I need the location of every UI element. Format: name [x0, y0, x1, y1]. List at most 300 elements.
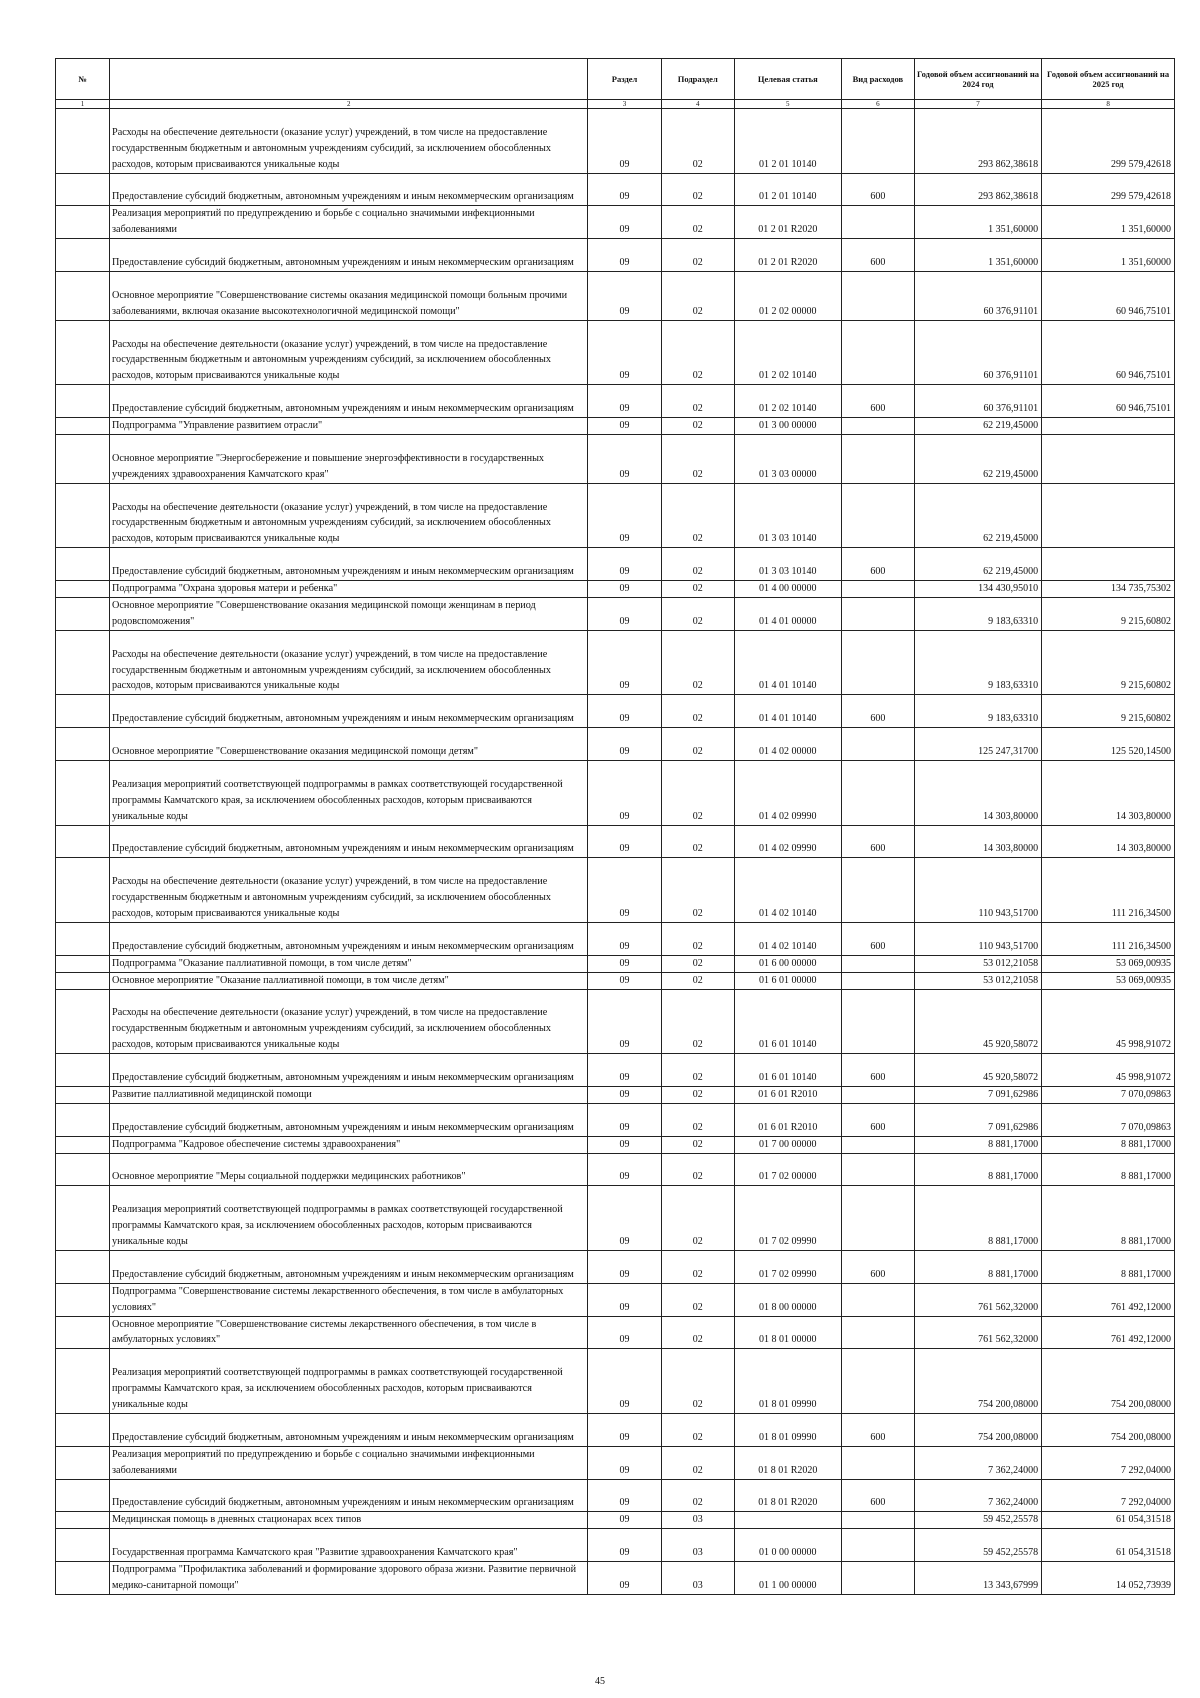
cell-vid — [841, 1136, 914, 1153]
cell-no — [56, 728, 110, 761]
header-row — [56, 59, 1175, 100]
cell-no — [56, 434, 110, 483]
cell-name: Реализация мероприятий соответствующей подпрограммы в рамках соответствующей государственной программы Камчатского края, за исключением обособленных расходов, которым присваиваются уникальные коды — [110, 1186, 588, 1251]
cell-name: Предоставление субсидий бюджетным, автономным учреждениям и иным некоммерческим организациям — [110, 1413, 588, 1446]
column-number: 6 — [841, 100, 914, 109]
cell-no — [56, 1512, 110, 1529]
cell-no — [56, 1479, 110, 1512]
cell-razdel: 09 — [588, 483, 661, 548]
cell-2025 — [1042, 483, 1175, 548]
cell-2024: 8 881,17000 — [914, 1136, 1041, 1153]
table-row — [56, 1136, 1175, 1153]
column-number: 1 — [56, 100, 110, 109]
cell-podrazdel: 02 — [661, 385, 734, 418]
cell-razdel: 09 — [588, 1529, 661, 1562]
cell-2024: 62 219,45000 — [914, 483, 1041, 548]
cell-2025: 111 216,34500 — [1042, 922, 1175, 955]
cell-no — [56, 272, 110, 321]
cell-celevaya: 01 4 01 10140 — [734, 695, 841, 728]
cell-podrazdel: 02 — [661, 272, 734, 321]
cell-2024: 1 351,60000 — [914, 206, 1041, 239]
cell-razdel: 09 — [588, 989, 661, 1054]
table-row — [56, 548, 1175, 581]
cell-2025: 53 069,00935 — [1042, 955, 1175, 972]
cell-2024: 761 562,32000 — [914, 1316, 1041, 1349]
cell-celevaya: 01 2 02 00000 — [734, 272, 841, 321]
cell-name: Подпрограмма "Совершенствование системы лекарственного обеспечения, в том числе в амбулаторных условиях" — [110, 1283, 588, 1316]
table-row — [56, 1186, 1175, 1251]
cell-razdel: 09 — [588, 630, 661, 695]
cell-razdel: 09 — [588, 581, 661, 598]
cell-celevaya: 01 4 00 00000 — [734, 581, 841, 598]
cell-vid — [841, 1446, 914, 1479]
cell-vid — [841, 206, 914, 239]
table-row — [56, 483, 1175, 548]
cell-2024: 754 200,08000 — [914, 1413, 1041, 1446]
cell-razdel: 09 — [588, 1103, 661, 1136]
cell-celevaya: 01 3 03 10140 — [734, 548, 841, 581]
cell-2024: 110 943,51700 — [914, 858, 1041, 923]
cell-vid — [841, 1316, 914, 1349]
cell-name: Предоставление субсидий бюджетным, автономным учреждениям и иным некоммерческим организациям — [110, 825, 588, 858]
cell-celevaya: 01 4 01 00000 — [734, 597, 841, 630]
column-number: 2 — [110, 100, 588, 109]
cell-no — [56, 1103, 110, 1136]
cell-2024: 60 376,91101 — [914, 272, 1041, 321]
cell-no — [56, 597, 110, 630]
cell-no — [56, 1349, 110, 1414]
cell-vid — [841, 581, 914, 598]
cell-razdel: 09 — [588, 1413, 661, 1446]
cell-name: Предоставление субсидий бюджетным, автономным учреждениям и иным некоммерческим организациям — [110, 1250, 588, 1283]
cell-celevaya: 01 6 01 10140 — [734, 989, 841, 1054]
cell-2024: 1 351,60000 — [914, 239, 1041, 272]
column-number: 4 — [661, 100, 734, 109]
cell-2024: 8 881,17000 — [914, 1153, 1041, 1186]
cell-no — [56, 922, 110, 955]
cell-podrazdel: 02 — [661, 434, 734, 483]
cell-vid — [841, 1086, 914, 1103]
cell-celevaya: 01 0 00 00000 — [734, 1529, 841, 1562]
cell-podrazdel: 02 — [661, 1283, 734, 1316]
cell-vid — [841, 1283, 914, 1316]
cell-no — [56, 581, 110, 598]
cell-vid: 600 — [841, 1413, 914, 1446]
cell-podrazdel: 03 — [661, 1562, 734, 1595]
cell-name: Предоставление субсидий бюджетным, автономным учреждениям и иным некоммерческим организациям — [110, 239, 588, 272]
cell-celevaya: 01 2 02 10140 — [734, 385, 841, 418]
cell-name: Расходы на обеспечение деятельности (оказание услуг) учреждений, в том числе на предоставление государственным бюджетным и автономным учреждениям субсидий, за исключением обособленных расходов, которым присваиваются уникальные коды — [110, 630, 588, 695]
cell-vid — [841, 597, 914, 630]
cell-no — [56, 1529, 110, 1562]
page-number: 45 — [595, 1676, 605, 1687]
cell-celevaya: 01 2 01 10140 — [734, 109, 841, 174]
cell-razdel: 09 — [588, 272, 661, 321]
cell-vid — [841, 1562, 914, 1595]
cell-vid: 600 — [841, 825, 914, 858]
cell-celevaya: 01 6 00 00000 — [734, 955, 841, 972]
cell-razdel: 09 — [588, 320, 661, 385]
cell-2025: 60 946,75101 — [1042, 385, 1175, 418]
cell-vid — [841, 1186, 914, 1251]
cell-no — [56, 483, 110, 548]
cell-name: Подпрограмма "Охрана здоровья матери и ребенка" — [110, 581, 588, 598]
table-row — [56, 825, 1175, 858]
cell-name: Реализация мероприятий соответствующей подпрограммы в рамках соответствующей государственной программы Камчатского края, за исключением обособленных расходов, которым присваиваются уникальные коды — [110, 760, 588, 825]
cell-vid — [841, 955, 914, 972]
cell-razdel: 09 — [588, 1153, 661, 1186]
cell-razdel: 09 — [588, 109, 661, 174]
cell-razdel: 09 — [588, 1086, 661, 1103]
cell-vid: 600 — [841, 1103, 914, 1136]
table-row — [56, 989, 1175, 1054]
cell-vid — [841, 858, 914, 923]
cell-celevaya: 01 7 02 00000 — [734, 1153, 841, 1186]
table-row — [56, 206, 1175, 239]
cell-2025: 61 054,31518 — [1042, 1512, 1175, 1529]
cell-vid — [841, 760, 914, 825]
cell-podrazdel: 02 — [661, 483, 734, 548]
cell-razdel: 09 — [588, 1349, 661, 1414]
cell-celevaya: 01 8 01 09990 — [734, 1349, 841, 1414]
cell-podrazdel: 02 — [661, 239, 734, 272]
cell-podrazdel: 02 — [661, 1413, 734, 1446]
cell-name: Реализация мероприятий по предупреждению и борьбе с социально значимыми инфекционными заболеваниями — [110, 206, 588, 239]
cell-name: Предоставление субсидий бюджетным, автономным учреждениям и иным некоммерческим организациям — [110, 1479, 588, 1512]
cell-podrazdel: 02 — [661, 955, 734, 972]
table-row — [56, 728, 1175, 761]
cell-name: Основное мероприятие "Совершенствование оказания медицинской помощи детям" — [110, 728, 588, 761]
cell-2025: 1 351,60000 — [1042, 206, 1175, 239]
cell-2024: 59 452,25578 — [914, 1512, 1041, 1529]
cell-2024: 293 862,38618 — [914, 173, 1041, 206]
cell-celevaya: 01 2 01 10140 — [734, 173, 841, 206]
cell-vid — [841, 272, 914, 321]
cell-celevaya: 01 7 00 00000 — [734, 1136, 841, 1153]
table-row — [56, 173, 1175, 206]
cell-podrazdel: 02 — [661, 825, 734, 858]
table-row — [56, 1479, 1175, 1512]
cell-razdel: 09 — [588, 173, 661, 206]
cell-vid — [841, 434, 914, 483]
cell-podrazdel: 02 — [661, 597, 734, 630]
cell-vid — [841, 1153, 914, 1186]
cell-razdel: 09 — [588, 385, 661, 418]
table-row — [56, 597, 1175, 630]
cell-vid — [841, 109, 914, 174]
cell-razdel: 09 — [588, 695, 661, 728]
cell-no — [56, 972, 110, 989]
cell-2025: 9 215,60802 — [1042, 695, 1175, 728]
cell-no — [56, 695, 110, 728]
table-row — [56, 385, 1175, 418]
cell-no — [56, 1562, 110, 1595]
cell-razdel: 09 — [588, 597, 661, 630]
cell-name: Предоставление субсидий бюджетным, автономным учреждениям и иным некоммерческим организациям — [110, 1054, 588, 1087]
cell-no — [56, 955, 110, 972]
cell-2025: 1 351,60000 — [1042, 239, 1175, 272]
cell-celevaya: 01 2 01 R2020 — [734, 206, 841, 239]
cell-2024: 60 376,91101 — [914, 320, 1041, 385]
cell-razdel: 09 — [588, 434, 661, 483]
column-number: 8 — [1042, 100, 1175, 109]
cell-name: Подпрограмма "Оказание паллиативной помощи, в том числе детям" — [110, 955, 588, 972]
cell-no — [56, 206, 110, 239]
table-row — [56, 1446, 1175, 1479]
cell-razdel: 09 — [588, 760, 661, 825]
cell-2025: 299 579,42618 — [1042, 173, 1175, 206]
cell-2024: 62 219,45000 — [914, 434, 1041, 483]
cell-no — [56, 320, 110, 385]
cell-2024: 13 343,67999 — [914, 1562, 1041, 1595]
cell-razdel: 09 — [588, 1446, 661, 1479]
table-row — [56, 1054, 1175, 1087]
cell-vid — [841, 972, 914, 989]
cell-razdel: 09 — [588, 1136, 661, 1153]
cell-vid: 600 — [841, 1054, 914, 1087]
cell-2024: 60 376,91101 — [914, 385, 1041, 418]
cell-razdel: 09 — [588, 548, 661, 581]
cell-celevaya: 01 8 01 R2020 — [734, 1446, 841, 1479]
cell-razdel: 09 — [588, 418, 661, 435]
cell-2025: 14 303,80000 — [1042, 760, 1175, 825]
cell-vid: 600 — [841, 548, 914, 581]
cell-vid — [841, 989, 914, 1054]
table-row — [56, 695, 1175, 728]
cell-podrazdel: 02 — [661, 695, 734, 728]
cell-2025: 9 215,60802 — [1042, 630, 1175, 695]
table-row — [56, 1250, 1175, 1283]
cell-razdel: 09 — [588, 1054, 661, 1087]
cell-2025: 7 292,04000 — [1042, 1446, 1175, 1479]
cell-razdel: 09 — [588, 728, 661, 761]
column-number: 7 — [914, 100, 1041, 109]
cell-celevaya: 01 6 01 10140 — [734, 1054, 841, 1087]
table-row — [56, 1349, 1175, 1414]
cell-razdel: 09 — [588, 206, 661, 239]
cell-no — [56, 173, 110, 206]
cell-no — [56, 989, 110, 1054]
cell-2025: 7 070,09863 — [1042, 1103, 1175, 1136]
cell-no — [56, 1086, 110, 1103]
header-2024: Годовой объем ассигнований на 2024 год — [914, 59, 1041, 100]
cell-no — [56, 1446, 110, 1479]
cell-2025: 7 070,09863 — [1042, 1086, 1175, 1103]
cell-celevaya — [734, 1512, 841, 1529]
cell-no — [56, 385, 110, 418]
cell-vid: 600 — [841, 695, 914, 728]
cell-vid — [841, 483, 914, 548]
table-row — [56, 1529, 1175, 1562]
cell-2024: 7 091,62986 — [914, 1086, 1041, 1103]
column-number-row — [56, 100, 1175, 109]
cell-podrazdel: 03 — [661, 1512, 734, 1529]
cell-2024: 53 012,21058 — [914, 955, 1041, 972]
table-row — [56, 630, 1175, 695]
table-row — [56, 1103, 1175, 1136]
table-row — [56, 109, 1175, 174]
table-row — [56, 434, 1175, 483]
cell-vid — [841, 1529, 914, 1562]
cell-name: Основное мероприятие "Совершенствование системы оказания медицинской помощи больным прочими заболеваниями, включая оказание высокотехнологичной медицинской помощи" — [110, 272, 588, 321]
cell-celevaya: 01 6 01 R2010 — [734, 1103, 841, 1136]
cell-podrazdel: 02 — [661, 548, 734, 581]
cell-2024: 14 303,80000 — [914, 825, 1041, 858]
cell-2024: 62 219,45000 — [914, 418, 1041, 435]
cell-no — [56, 1186, 110, 1251]
header-name — [110, 59, 588, 100]
cell-2024: 110 943,51700 — [914, 922, 1041, 955]
table-row — [56, 1512, 1175, 1529]
cell-2024: 62 219,45000 — [914, 548, 1041, 581]
cell-celevaya: 01 2 01 R2020 — [734, 239, 841, 272]
cell-name: Подпрограмма "Профилактика заболеваний и формирование здорового образа жизни. Развитие первичной медико-санитарной помощи" — [110, 1562, 588, 1595]
header-podrazdel: Подраздел — [661, 59, 734, 100]
cell-celevaya: 01 4 02 09990 — [734, 825, 841, 858]
cell-no — [56, 1413, 110, 1446]
header-no: № — [56, 59, 110, 100]
cell-podrazdel: 02 — [661, 418, 734, 435]
cell-2024: 754 200,08000 — [914, 1349, 1041, 1414]
cell-2024: 7 091,62986 — [914, 1103, 1041, 1136]
cell-2025: 8 881,17000 — [1042, 1250, 1175, 1283]
cell-razdel: 09 — [588, 1479, 661, 1512]
cell-podrazdel: 03 — [661, 1529, 734, 1562]
cell-celevaya: 01 3 03 00000 — [734, 434, 841, 483]
cell-2024: 761 562,32000 — [914, 1283, 1041, 1316]
cell-2025: 14 303,80000 — [1042, 825, 1175, 858]
cell-razdel: 09 — [588, 922, 661, 955]
cell-vid — [841, 1512, 914, 1529]
cell-2024: 9 183,63310 — [914, 695, 1041, 728]
cell-celevaya: 01 3 00 00000 — [734, 418, 841, 435]
cell-2025: 134 735,75302 — [1042, 581, 1175, 598]
cell-2025: 60 946,75101 — [1042, 272, 1175, 321]
table-body — [56, 109, 1175, 1595]
cell-celevaya: 01 4 02 10140 — [734, 858, 841, 923]
cell-podrazdel: 02 — [661, 630, 734, 695]
table-row — [56, 858, 1175, 923]
table-row — [56, 581, 1175, 598]
cell-2024: 14 303,80000 — [914, 760, 1041, 825]
cell-name: Основное мероприятие "Энергосбережение и повышение энергоэффективности в государственных учреждениях здравоохранения Камчатского края" — [110, 434, 588, 483]
cell-celevaya: 01 8 01 R2020 — [734, 1479, 841, 1512]
cell-2024: 45 920,58072 — [914, 989, 1041, 1054]
cell-2025: 761 492,12000 — [1042, 1283, 1175, 1316]
table-row — [56, 1086, 1175, 1103]
cell-2025: 45 998,91072 — [1042, 1054, 1175, 1087]
cell-no — [56, 825, 110, 858]
cell-name: Предоставление субсидий бюджетным, автономным учреждениям и иным некоммерческим организациям — [110, 695, 588, 728]
cell-2025: 9 215,60802 — [1042, 597, 1175, 630]
cell-name: Предоставление субсидий бюджетным, автономным учреждениям и иным некоммерческим организациям — [110, 385, 588, 418]
cell-celevaya: 01 7 02 09990 — [734, 1250, 841, 1283]
cell-no — [56, 858, 110, 923]
table-row — [56, 1316, 1175, 1349]
cell-vid: 600 — [841, 385, 914, 418]
cell-name: Расходы на обеспечение деятельности (оказание услуг) учреждений, в том числе на предоставление государственным бюджетным и автономным учреждениям субсидий, за исключением обособленных расходов, которым присваиваются уникальные коды — [110, 989, 588, 1054]
header-celevaya: Целевая статья — [734, 59, 841, 100]
cell-razdel: 09 — [588, 972, 661, 989]
cell-podrazdel: 02 — [661, 1349, 734, 1414]
table-row — [56, 1153, 1175, 1186]
table-row — [56, 1283, 1175, 1316]
cell-vid — [841, 320, 914, 385]
cell-podrazdel: 02 — [661, 1153, 734, 1186]
cell-razdel: 09 — [588, 955, 661, 972]
cell-name: Основное мероприятие "Совершенствование системы лекарственного обеспечения, в том числе в амбулаторных условиях" — [110, 1316, 588, 1349]
cell-podrazdel: 02 — [661, 1186, 734, 1251]
cell-razdel: 09 — [588, 825, 661, 858]
cell-razdel: 09 — [588, 239, 661, 272]
cell-celevaya: 01 1 00 00000 — [734, 1562, 841, 1595]
cell-no — [56, 1250, 110, 1283]
cell-2024: 293 862,38618 — [914, 109, 1041, 174]
cell-2025: 299 579,42618 — [1042, 109, 1175, 174]
table-row — [56, 760, 1175, 825]
cell-vid — [841, 418, 914, 435]
cell-2025: 7 292,04000 — [1042, 1479, 1175, 1512]
cell-name: Расходы на обеспечение деятельности (оказание услуг) учреждений, в том числе на предоставление государственным бюджетным и автономным учреждениям субсидий, за исключением обособленных расходов, которым присваиваются уникальные коды — [110, 483, 588, 548]
cell-2025: 125 520,14500 — [1042, 728, 1175, 761]
cell-vid: 600 — [841, 1250, 914, 1283]
cell-2024: 7 362,24000 — [914, 1479, 1041, 1512]
cell-name: Реализация мероприятий по предупреждению и борьбе с социально значимыми инфекционными заболеваниями — [110, 1446, 588, 1479]
cell-name: Расходы на обеспечение деятельности (оказание услуг) учреждений, в том числе на предоставление государственным бюджетным и автономным учреждениям субсидий, за исключением обособленных расходов, которым присваиваются уникальные коды — [110, 109, 588, 174]
cell-podrazdel: 02 — [661, 1316, 734, 1349]
header-razdel: Раздел — [588, 59, 661, 100]
cell-no — [56, 1283, 110, 1316]
cell-vid — [841, 630, 914, 695]
cell-podrazdel: 02 — [661, 760, 734, 825]
cell-razdel: 09 — [588, 1250, 661, 1283]
cell-2024: 7 362,24000 — [914, 1446, 1041, 1479]
cell-no — [56, 630, 110, 695]
budget-table — [55, 58, 1175, 1595]
cell-vid — [841, 1349, 914, 1414]
cell-2024: 8 881,17000 — [914, 1250, 1041, 1283]
cell-name: Основное мероприятие "Совершенствование оказания медицинской помощи женщинам в период родовспоможения" — [110, 597, 588, 630]
cell-name: Подпрограмма "Управление развитием отрасли" — [110, 418, 588, 435]
cell-vid — [841, 728, 914, 761]
cell-podrazdel: 02 — [661, 1446, 734, 1479]
cell-podrazdel: 02 — [661, 728, 734, 761]
cell-2025 — [1042, 418, 1175, 435]
cell-2024: 134 430,95010 — [914, 581, 1041, 598]
table-row — [56, 922, 1175, 955]
cell-podrazdel: 02 — [661, 1054, 734, 1087]
cell-celevaya: 01 4 02 09990 — [734, 760, 841, 825]
cell-name: Медицинская помощь в дневных стационарах всех типов — [110, 1512, 588, 1529]
cell-vid: 600 — [841, 1479, 914, 1512]
cell-2025: 61 054,31518 — [1042, 1529, 1175, 1562]
cell-name: Развитие паллиативной медицинской помощи — [110, 1086, 588, 1103]
cell-name: Предоставление субсидий бюджетным, автономным учреждениям и иным некоммерческим организациям — [110, 548, 588, 581]
table-row — [56, 239, 1175, 272]
header-2025: Годовой объем ассигнований на 2025 год — [1042, 59, 1175, 100]
cell-podrazdel: 02 — [661, 173, 734, 206]
cell-2025: 60 946,75101 — [1042, 320, 1175, 385]
cell-vid: 600 — [841, 922, 914, 955]
cell-celevaya: 01 6 01 R2010 — [734, 1086, 841, 1103]
cell-name: Государственная программа Камчатского края "Развитие здравоохранения Камчатского края" — [110, 1529, 588, 1562]
cell-celevaya: 01 4 01 10140 — [734, 630, 841, 695]
cell-2024: 9 183,63310 — [914, 597, 1041, 630]
cell-razdel: 09 — [588, 1316, 661, 1349]
table-row — [56, 418, 1175, 435]
cell-celevaya: 01 8 01 09990 — [734, 1413, 841, 1446]
cell-celevaya: 01 8 00 00000 — [734, 1283, 841, 1316]
